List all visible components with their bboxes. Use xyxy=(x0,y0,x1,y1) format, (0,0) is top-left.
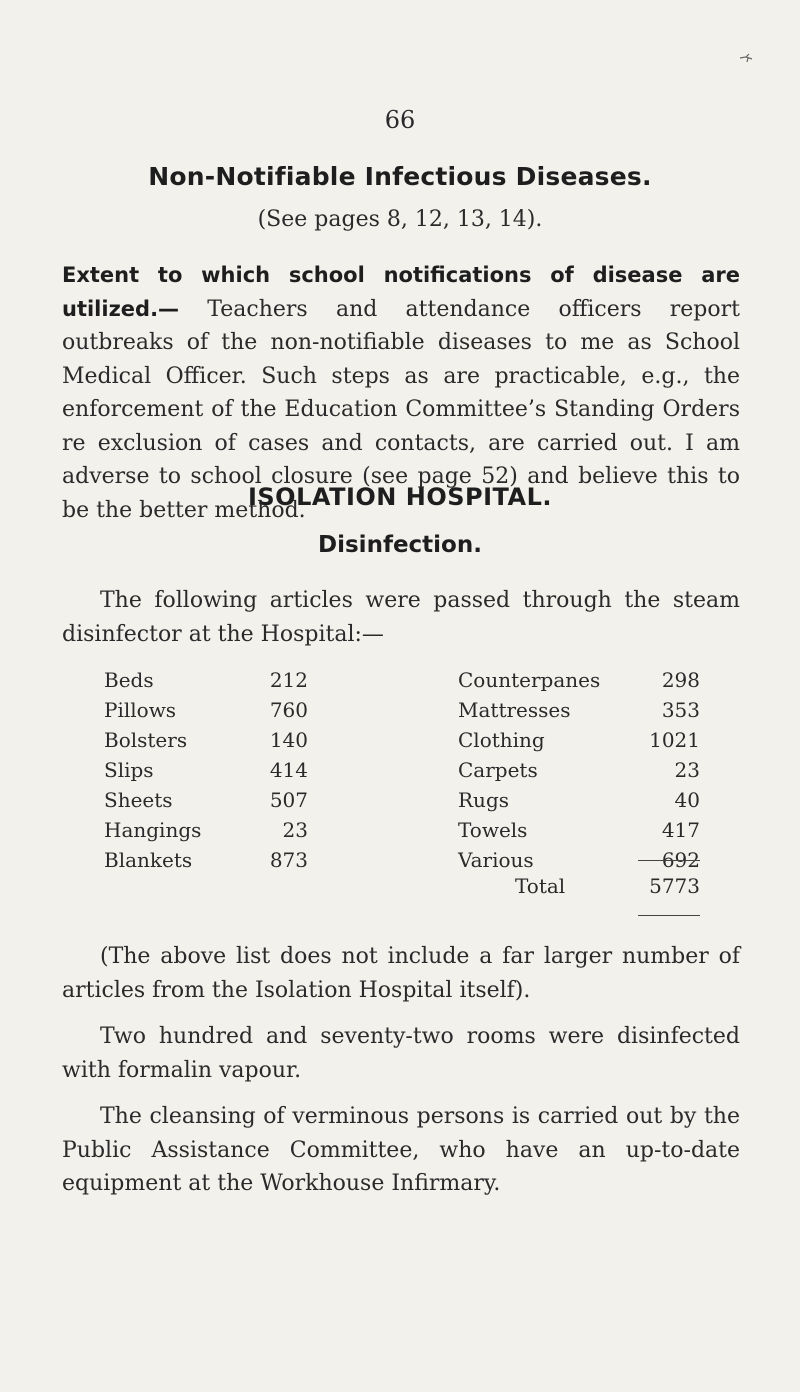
article-name: Pillows xyxy=(104,698,177,722)
total-value: 5773 xyxy=(649,874,700,898)
article-count: 873 xyxy=(269,848,308,872)
article-name: Mattresses xyxy=(458,698,571,722)
cleansing-paragraph: The cleansing of verminous persons is carried out by the Public Assistance Committee, who have an up-to-date equipment at the Workhouse Infirmary. xyxy=(62,1104,740,1196)
article-count: 417 xyxy=(661,818,700,842)
article-name: Rugs xyxy=(458,788,510,812)
disinfection-heading: Disinfection. xyxy=(318,532,482,558)
article-count: 23 xyxy=(282,818,308,842)
page-number: 66 xyxy=(384,106,416,134)
article-name: Towels xyxy=(458,818,528,842)
isolation-hospital-heading: ISOLATION HOSPITAL. xyxy=(247,483,553,511)
article-count: 1021 xyxy=(649,728,700,752)
article-name: Beds xyxy=(104,668,154,692)
articles-table xyxy=(0,668,800,872)
article-name: Counterpanes xyxy=(458,668,601,692)
article-count: 353 xyxy=(661,698,700,722)
article-count: 692 xyxy=(661,848,700,872)
article-count: 298 xyxy=(661,668,700,692)
article-count: 140 xyxy=(269,728,308,752)
exclusion-note: (The above list does not include a far larger number of articles from the Isolation Hospital itself). xyxy=(62,944,740,1003)
school-notifications-text: Teachers and attendance officers report outbreaks of the non-notifiable diseases to me as School Medical Officer. Such steps as are practicable, e.g., the enforcement of the Education Committee’s Standing Orders re exclusion of cases and contacts, are carried out. I am adverse to school closure (see page 52) and believe this to be the better method. xyxy=(62,296,740,523)
page-title: Non-Notifiable Infectious Diseases. xyxy=(148,162,652,191)
total-rule-top xyxy=(638,860,700,861)
article-count: 760 xyxy=(269,698,308,722)
corner-mark xyxy=(739,52,755,64)
article-count: 40 xyxy=(674,788,700,812)
article-count: 23 xyxy=(674,758,700,782)
school-notifications-lead: Extent to which school notifications of disease are utilized.— xyxy=(62,263,740,321)
rooms-disinfected: Two hundred and seventy-two rooms were disinfected with formalin vapour. xyxy=(62,1024,740,1083)
article-count: 414 xyxy=(269,758,308,782)
article-name: Sheets xyxy=(104,788,173,812)
article-name: Blankets xyxy=(104,848,193,872)
article-name: Carpets xyxy=(458,758,538,782)
article-name: Hangings xyxy=(104,818,202,842)
pages-reference: (See pages 8, 12, 13, 14). xyxy=(257,207,543,232)
article-name: Bolsters xyxy=(104,728,188,752)
article-name: Slips xyxy=(104,758,154,782)
article-count: 507 xyxy=(269,788,308,812)
article-name: Clothing xyxy=(458,728,545,752)
total-rule-bottom xyxy=(638,915,700,916)
total-label: Total xyxy=(515,874,566,898)
article-name: Various xyxy=(458,848,534,872)
disinfector-intro: The following articles were passed through the steam disinfector at the Hospital:— xyxy=(62,588,740,647)
article-count: 212 xyxy=(269,668,308,692)
